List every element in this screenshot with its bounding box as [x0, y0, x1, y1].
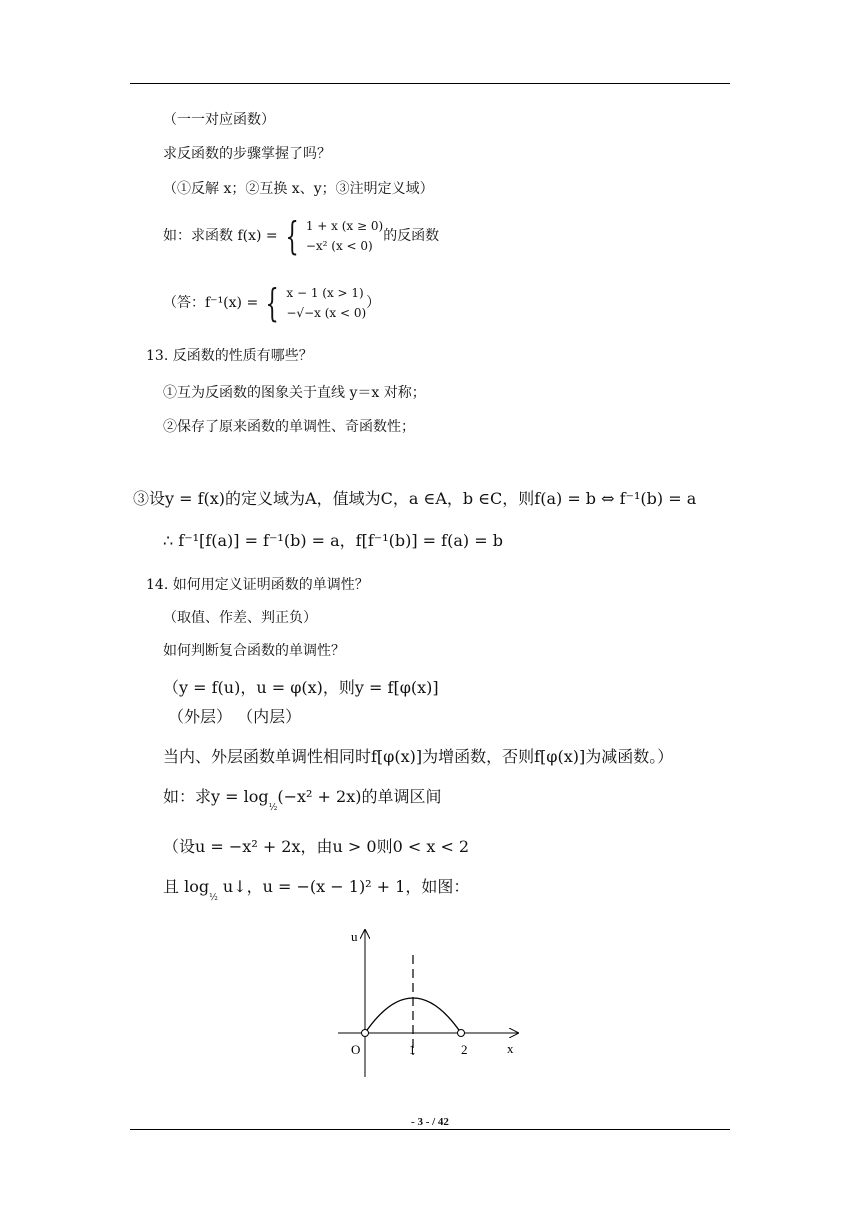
answer-suffix: ）: [366, 295, 381, 311]
page-number: - 3 - / 42: [411, 1116, 449, 1128]
property-1: ①互为反函数的图象关于直线 y＝x 对称；: [163, 385, 426, 401]
text-line-1: （一一对应函数）: [163, 112, 275, 128]
parabola-graph: [330, 925, 530, 1085]
log-base: ½: [268, 803, 278, 813]
case-2: −√−x (x < 0): [286, 306, 367, 320]
case-1: 1 + x (x ≥ 0): [305, 219, 384, 233]
log-suffix: u↓，u = −(x − 1)² + 1，如图：: [217, 877, 470, 896]
log-example: [163, 786, 441, 820]
example-suffix: 的反函数: [383, 228, 440, 244]
log-solution-line: （设u = −x² + 2x，由u > 0则0 < x < 2: [163, 837, 470, 856]
left-brace: {: [265, 281, 279, 325]
property-3: ③设y = f(x)的定义域为A，值域为C，a ∈A，b ∈C，则f(a) = b ⇔ f⁻¹(b) = a: [133, 489, 697, 508]
y-axis-label: u: [351, 929, 358, 944]
text-line-2: 求反函数的步骤掌握了吗？: [163, 146, 331, 162]
text-line-12: （取值、作差、判正负）: [163, 610, 317, 626]
answer-prefix: （答：f⁻¹(x) =: [163, 295, 259, 311]
section-13-heading: 13. 反函数的性质有哪些？: [146, 348, 313, 364]
text-line-3: （①反解 x；②互换 x、y；③注明定义域）: [163, 181, 434, 197]
property-3-conclusion: ∴ f⁻¹[f(a)] = f⁻¹(b) = a，f[f⁻¹(b)] = f(a) = b: [163, 531, 503, 550]
footer-rule: [130, 1129, 730, 1130]
example-inverse-function: [163, 216, 439, 256]
text-line-13: 如何判断复合函数的单调性？: [163, 643, 345, 659]
case-2: −x² (x < 0): [305, 239, 373, 253]
log-base: ½: [209, 893, 218, 903]
composite-definition: （y = f(u)，u = φ(x)，则y = f[φ(x)]: [163, 678, 439, 697]
section-14-heading: 14. 如何用定义证明函数的单调性？: [146, 577, 369, 593]
tick-label-1: 1: [409, 1042, 416, 1057]
tick-label-2: 2: [461, 1042, 468, 1057]
log-prefix: 如：求y = log: [163, 787, 269, 806]
log-prefix: 且 log: [163, 877, 210, 896]
piecewise-cases: [306, 216, 383, 256]
example-prefix: 如：求函数 f(x) =: [163, 228, 278, 244]
log-monotonic-line: [163, 876, 469, 910]
origin-label: O: [351, 1042, 361, 1057]
case-1: x − 1 (x > 1): [286, 286, 364, 300]
log-suffix: (−x² + 2x)的单调区间: [277, 787, 442, 806]
layer-labels: （外层） （内层）: [168, 707, 302, 726]
root-point-2: [458, 1030, 465, 1037]
root-point-0: [362, 1030, 369, 1037]
answer-inverse-function: [163, 283, 380, 323]
header-rule: [130, 83, 730, 84]
composite-rule: 当内、外层函数单调性相同时f[φ(x)]为增函数，否则f[φ(x)]为减函数。）: [163, 747, 674, 766]
property-2: ②保存了原来函数的单调性、奇函数性；: [163, 419, 415, 435]
left-brace: {: [285, 214, 299, 258]
piecewise-cases: [286, 283, 366, 323]
x-axis-label: x: [507, 1041, 514, 1056]
